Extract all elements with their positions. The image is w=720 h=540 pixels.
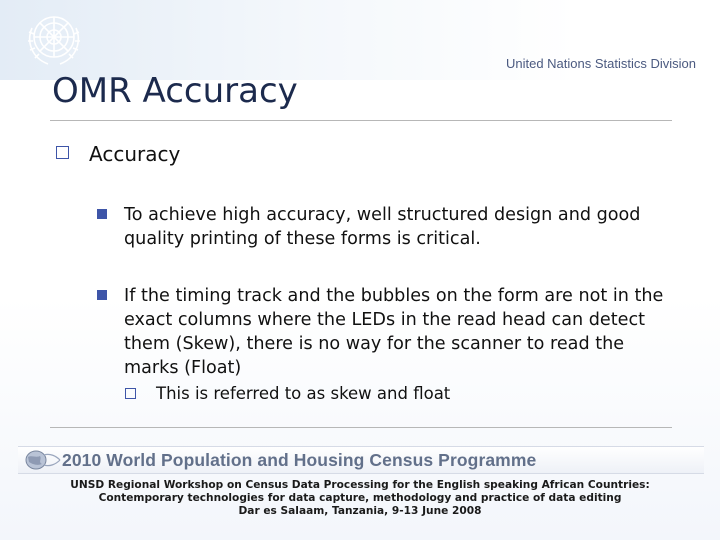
bullet-item bbox=[124, 203, 684, 251]
level1-text: Accuracy bbox=[89, 142, 181, 166]
org-name: United Nations Statistics Division bbox=[505, 56, 696, 71]
sub-bullet-item bbox=[156, 384, 450, 403]
census-banner bbox=[18, 446, 704, 474]
bullet-text: If the timing track and the bubbles on the form are not in the exact columns where the LEDs in the read head can detect them (Skew), there is no way for the scanner to read the marks (Float) bbox=[124, 286, 664, 378]
hollow-square-bullet-icon bbox=[56, 146, 69, 159]
slide-title: OMR Accuracy bbox=[52, 71, 298, 111]
footer-line: Contemporary technologies for data capture, methodology and practice of data editing bbox=[98, 492, 622, 504]
globe-icon bbox=[22, 449, 62, 471]
sub-bullet-text: This is referred to as skew and float bbox=[156, 384, 451, 403]
filled-square-bullet-icon bbox=[97, 290, 107, 300]
footer-line: Dar es Salaam, Tanzania, 9-13 June 2008 bbox=[238, 505, 482, 517]
footer-line: UNSD Regional Workshop on Census Data Processing for the English speaking African Countries: bbox=[70, 479, 650, 491]
bullet-text: To achieve high accuracy, well structured design and good quality printing of these forms is critical. bbox=[124, 205, 641, 249]
un-emblem-icon bbox=[22, 8, 86, 72]
banner-text: 2010 World Population and Housing Census Programme bbox=[62, 450, 537, 470]
filled-square-bullet-icon bbox=[97, 209, 107, 219]
bullet-item bbox=[124, 284, 684, 380]
footer-divider bbox=[50, 427, 672, 428]
footer bbox=[0, 479, 720, 518]
hollow-square-bullet-icon bbox=[125, 388, 136, 399]
title-divider bbox=[50, 120, 672, 121]
level1-item bbox=[56, 142, 180, 166]
